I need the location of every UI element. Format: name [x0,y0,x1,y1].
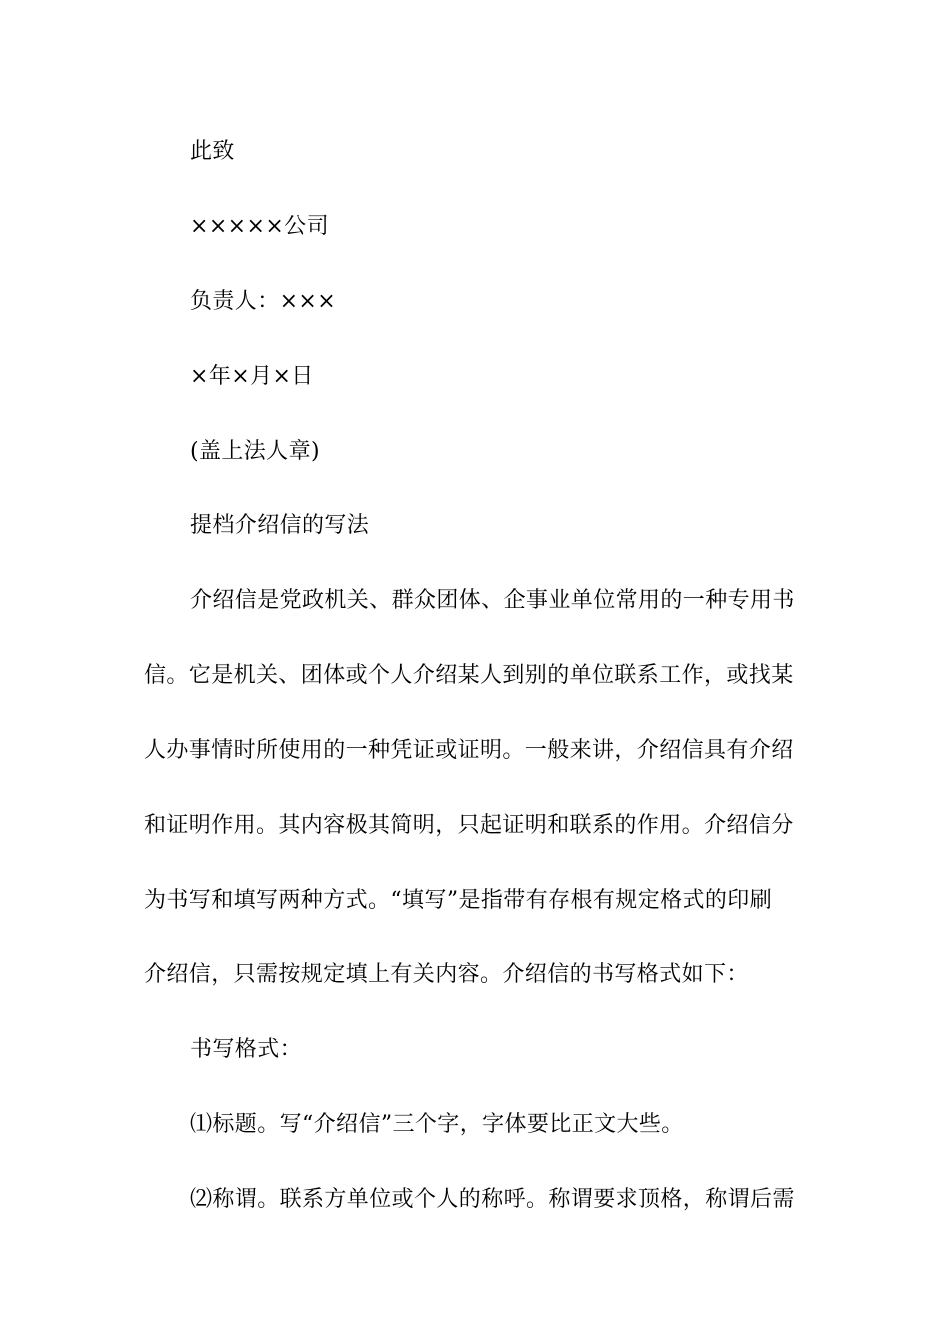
company-name: ×××××公司 [190,214,329,239]
format-heading: 书写格式： [190,1037,303,1062]
paragraph-line: 介绍信，只需按规定填上有关内容。介绍信的书写格式如下： [144,962,749,987]
responsible-person: 负责人：××× [190,289,337,314]
date-line: ×年×月×日 [190,364,314,389]
section-title: 提档介绍信的写法 [190,513,370,538]
list-item-title: ⑴标题。写“介绍信”三个字，字体要比正文大些。 [190,1112,684,1137]
paragraph-line: 和证明作用。其内容极其简明，只起证明和联系的作用。介绍信分 [144,813,794,838]
list-item-salutation: ⑵称谓。联系方单位或个人的称呼。称谓要求顶格，称谓后需 [190,1187,795,1212]
paragraph-line: 人办事情时所使用的一种凭证或证明。一般来讲，介绍信具有介绍 [144,738,794,763]
paragraph-line: 为书写和填写两种方式。“填写”是指带有存根有规定格式的印刷 [144,888,773,913]
paragraph-line: 信。它是机关、团体或个人介绍某人到别的单位联系工作，或找某 [144,663,794,688]
paragraph-line: 介绍信是党政机关、群众团体、企事业单位常用的一种专用书 [190,588,795,613]
seal-note: (盖上法人章) [190,439,320,464]
closing-text: 此致 [190,139,235,164]
